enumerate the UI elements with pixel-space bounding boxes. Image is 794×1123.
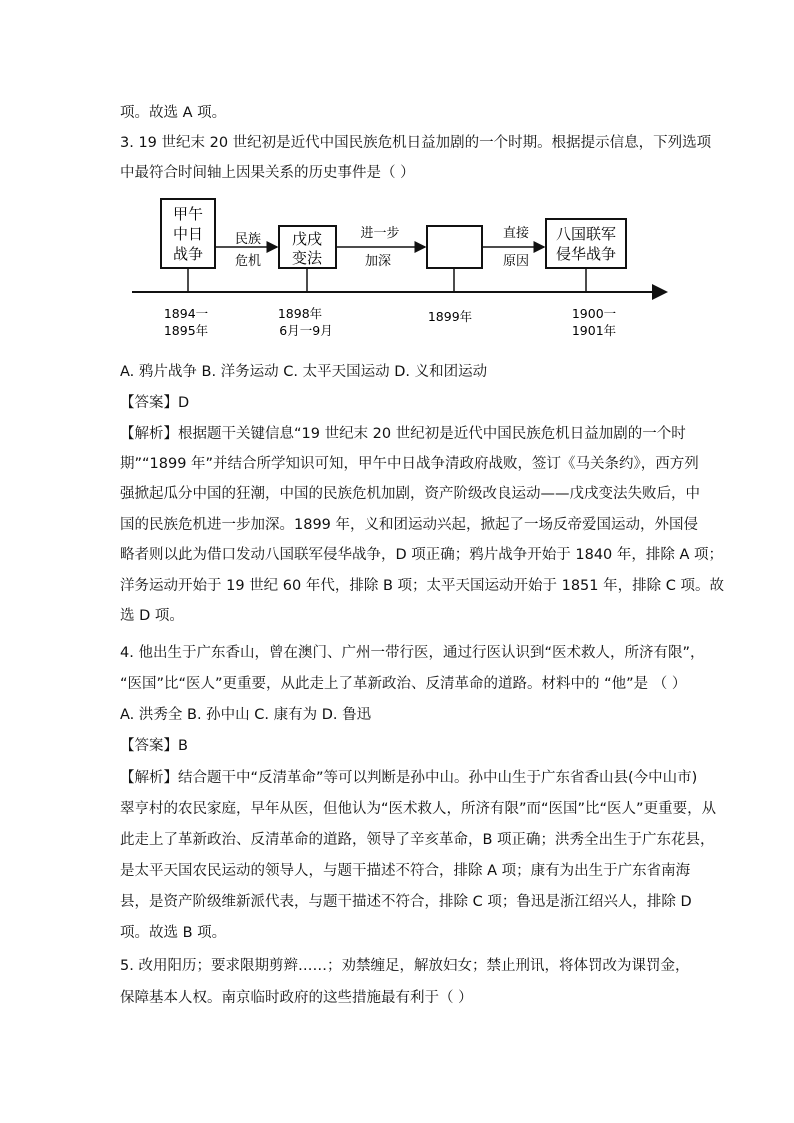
analysis-line: 洋务运动开始于 19 世纪 60 年代，排除 B 项；太平天国运动开始于 1851 年，排除 C 项。故 xyxy=(120,578,724,594)
answer-q4: 【答案】B xyxy=(120,738,188,754)
question-4: 4. 他出生于广东香山，曾在澳门、广州一带行医，通过行医认识到“医术救人，所济有限”， xyxy=(120,645,705,661)
options-q4: A. 洪秀全 B. 孙中山 C. 康有为 D. 鲁迅 xyxy=(120,707,372,723)
arrow-label: 直接 xyxy=(502,226,530,241)
timeline-diagram xyxy=(120,192,680,342)
analysis-line: 此走上了革新政治、反清革命的道路，领导了辛亥革命，B 项正确；洪秀全出生于广东花县， xyxy=(120,832,715,848)
analysis-line: 县，是资产阶级维新派代表，与题干描述不符合，排除 C 项；鲁迅是浙江绍兴人，排除 D xyxy=(120,894,692,910)
analysis-line: 项。故选 B 项。 xyxy=(120,925,227,941)
box-text: 戊戌 xyxy=(291,230,323,248)
analysis-line: 期”“1899 年”并结合所学知识可知，甲午中日战争清政府战败，签订《马关条约》，西方列 xyxy=(120,456,699,472)
date-label: 1898年 xyxy=(277,306,323,321)
analysis-line: 略者则以此为借口发动八国联军侵华战争，D 项正确；鸦片战争开始于 1840 年，排除 A 项； xyxy=(120,547,724,563)
answer-q3: 【答案】D xyxy=(120,395,190,411)
analysis-line: 【解析】结合题干中“反清革命”等可以判断是孙中山。孙中山生于广东省香山县(今中山市) xyxy=(120,770,698,786)
analysis-line: 是太平天国农民运动的领导人，与题干描述不符合，排除 A 项；康有为出生于广东省南海 xyxy=(120,863,691,879)
date-label: 1895年 xyxy=(163,323,209,338)
date-label: 1901年 xyxy=(571,323,617,338)
analysis-line: 翠亨村的农民家庭，早年从医，但他认为“医术救人，所济有限”而“医国”比“医人”更重要，从 xyxy=(120,801,717,817)
analysis-line: 【解析】根据题干关键信息“19 世纪末 20 世纪初是近代中国民族危机日益加剧的一个时 xyxy=(120,426,686,442)
date-label: 1900一 xyxy=(571,306,617,321)
box-text: 侵华战争 xyxy=(555,245,617,263)
arrow-label: 民族 xyxy=(234,232,262,247)
question-4: “医国”比“医人”更重要，从此走上了革新政治、反清革命的道路。材料中的 “他”是 （ ） xyxy=(120,676,687,692)
date-label: 6月一9月 xyxy=(279,323,333,338)
arrow-label: 加深 xyxy=(364,254,392,269)
analysis-line: 强掀起瓜分中国的狂潮，中国的民族危机加剧，资产阶级改良运动——戊戌变法失败后，中 xyxy=(120,486,700,502)
box-text: 中日 xyxy=(172,225,204,243)
arrow-label: 进一步 xyxy=(360,226,400,241)
arrow-label: 原因 xyxy=(502,254,530,269)
box-text: 八国联军 xyxy=(555,225,617,243)
line-2: 中最符合时间轴上因果关系的历史事件是（ ） xyxy=(120,165,415,181)
box-text: 战争 xyxy=(172,245,204,263)
date-label: 1899年 xyxy=(427,309,473,324)
question-5: 保障基本人权。南京临时政府的这些措施最有利于（ ） xyxy=(120,990,473,1006)
analysis-line: 选 D 项。 xyxy=(120,608,184,624)
question-5: 5. 改用阳历；要求限期剪辫……；劝禁缠足，解放妇女；禁止刑讯，将体罚改为课罚金， xyxy=(120,958,690,974)
arrow-label: 危机 xyxy=(234,254,262,269)
line-1: 3. 19 世纪末 20 世纪初是近代中国民族危机日益加剧的一个时期。根据提示信息，下列选项 xyxy=(120,135,712,151)
line-0: 项。故选 A 项。 xyxy=(120,105,227,121)
options-q3: A. 鸦片战争 B. 洋务运动 C. 太平天国运动 D. 义和团运动 xyxy=(120,364,488,380)
timeline-svg xyxy=(120,192,680,342)
box-text: 甲午 xyxy=(172,205,204,223)
date-label: 1894一 xyxy=(163,306,209,321)
box-text: 变法 xyxy=(291,249,323,267)
analysis-line: 国的民族危机进一步加深。1899 年，义和团运动兴起，掀起了一场反帝爱国运动，外国侵 xyxy=(120,517,699,533)
event-box-blank xyxy=(427,226,482,268)
